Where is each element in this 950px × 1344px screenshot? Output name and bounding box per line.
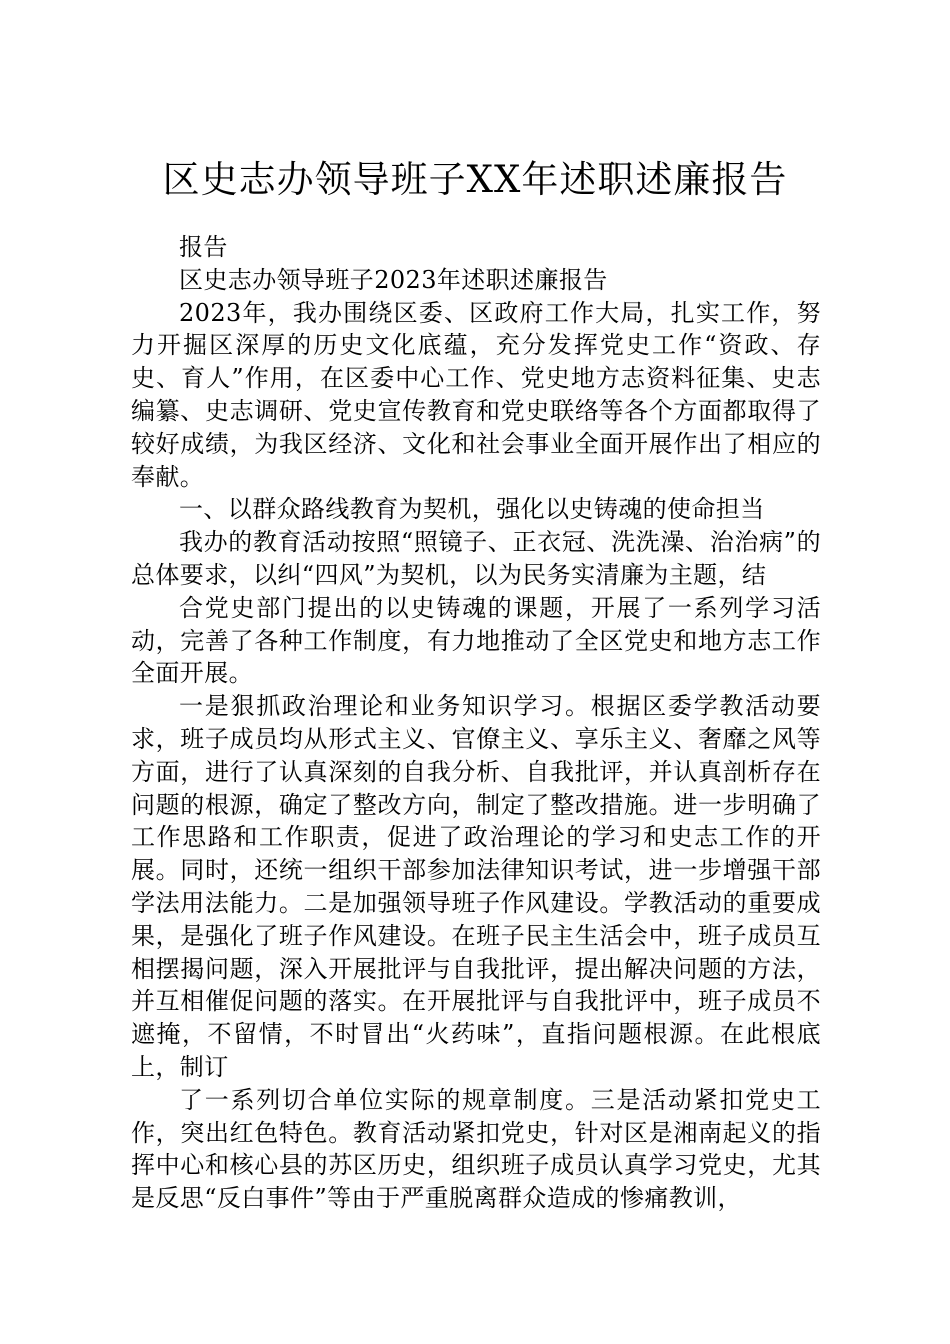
paragraph: 一、以群众路线教育为契机，强化以史铸魂的使命担当 <box>179 495 765 524</box>
paragraph: 报告 <box>179 233 228 261</box>
paragraph: 合党史部门提出的以史铸魂的课题，开展了一系列学习活动，完善了各种工作制度，有力地推动了全区党史和地方志工作全面开展。 <box>131 593 821 688</box>
document-title: 区史志办领导班子XX年述职述廉报告 <box>162 158 788 201</box>
paragraph: 2023年，我办围绕区委、区政府工作大局，扎实工作，努力开掘区深厚的历史文化底蕴，充分发挥党史工作“资政、存史、育人”作用，在区委中心工作、党史地方志资料征集、史志编纂、史志调研、党史宣传教育和党史联络等各个方面都取得了较好成绩，为我区经济、文化和社会事业全面开展作出了相应的奉献。 <box>131 298 821 491</box>
paragraph: 区史志办领导班子2023年述职述廉报告 <box>179 265 608 294</box>
document-body <box>131 231 821 1215</box>
paragraph: 我办的教育活动按照“照镜子、正衣冠、洗洗澡、治治病”的总体要求，以纠“四风”为契机，以为民务实清廉为主题，结 <box>131 528 821 589</box>
paragraph: 一是狠抓政治理论和业务知识学习。根据区委学教活动要求，班子成员均从形式主义、官僚主义、享乐主义、奢靡之风等方面，进行了认真深刻的自我分析、自我批评，并认真剖析存在问题的根源，确定了整改方向，制定了整改措施。进一步明确了工作思路和工作职责，促进了政治理论的学习和史志工作的开展。同时，还统一组织干部参加法律知识考试，进一步增强干部学法用法能力。二是加强领导班子作风建设。学教活动的重要成果，是强化了班子作风建设。在班子民主生活会中，班子成员互相摆揭问题，深入开展批评与自我批评，提出解决问题的方法，并互相催促问题的落实。在开展批评与自我批评中，班子成员不遮掩，不留情，不时冒出“火药味”，直指问题根源。在此根底上，制订 <box>131 692 821 1081</box>
paragraph: 了一系列切合单位实际的规章制度。三是活动紧扣党史工作，突出红色特色。教育活动紧扣党史，针对区是湘南起义的指挥中心和核心县的苏区历史，组织班子成员认真学习党史，尤其是反思“反白事件”等由于严重脱离群众造成的惨痛教训， <box>131 1085 821 1213</box>
